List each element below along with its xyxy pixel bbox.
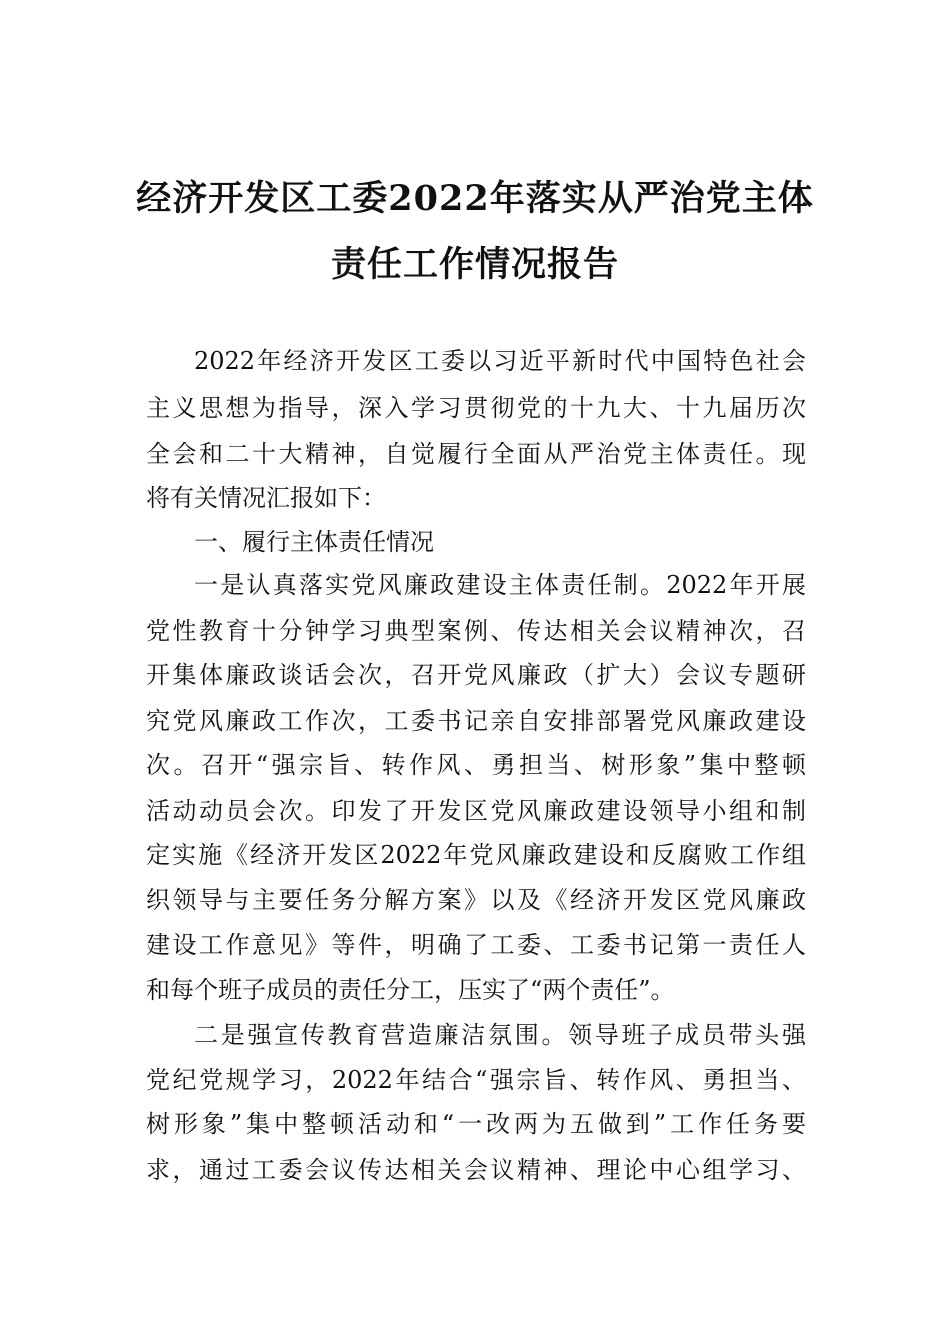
- section-heading: 一、履行主体责任情况: [194, 528, 434, 556]
- intro-line: 将有关情况汇报如下：: [146, 484, 386, 512]
- intro-line: 2022年经济开发区工委以习近平新时代中国特色社会: [194, 347, 806, 375]
- paragraph-1-line: 一是认真落实党风廉政建设主体责任制。2022年开展: [194, 571, 806, 599]
- intro-line: 主义思想为指导，深入学习贯彻党的十九大、十九届历次: [146, 394, 806, 422]
- paragraph-1-line: 党性教育十分钟学习典型案例、传达相关会议精神次，召: [146, 617, 806, 645]
- paragraph-2-line: 求，通过工委会议传达相关会议精神、理论中心组学习、: [146, 1156, 806, 1184]
- paragraph-1-line: 建设工作意见》等件，明确了工委、工委书记第一责任人: [146, 931, 806, 959]
- paragraph-2-line: 二是强宣传教育营造廉洁氛围。领导班子成员带头强: [194, 1021, 806, 1049]
- paragraph-2-line: 树形象”集中整顿活动和“一改两为五做到”工作任务要: [146, 1110, 806, 1138]
- paragraph-1-line: 和每个班子成员的责任分工，压实了“两个责任”。: [146, 976, 675, 1004]
- paragraph-1-line: 定实施《经济开发区2022年党风廉政建设和反腐败工作组: [146, 841, 806, 869]
- paragraph-1-line: 次。召开“强宗旨、转作风、勇担当、树形象”集中整顿: [146, 751, 806, 779]
- paragraph-1-line: 开集体廉政谈话会次，召开党风廉政（扩大）会议专题研: [146, 661, 806, 689]
- intro-line: 全会和二十大精神，自觉履行全面从严治党主体责任。现: [146, 440, 806, 468]
- paragraph-1-line: 究党风廉政工作次，工委书记亲自安排部署党风廉政建设: [146, 707, 806, 735]
- paragraph-2-line: 党纪党规学习，2022年结合“强宗旨、转作风、勇担当、: [146, 1066, 806, 1094]
- document-title-line-1: 经济开发区工委2022年落实从严治党主体: [136, 178, 814, 219]
- paragraph-1-line: 活动动员会次。印发了开发区党风廉政建设领导小组和制: [146, 797, 806, 825]
- document-title-line-2: 责任工作情况报告: [330, 244, 619, 285]
- paragraph-1-line: 织领导与主要任务分解方案》以及《经济开发区党风廉政: [146, 886, 806, 914]
